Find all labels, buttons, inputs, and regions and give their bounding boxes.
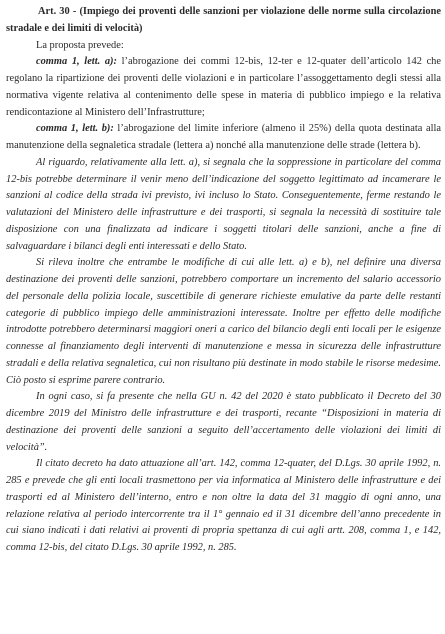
item-label: comma 1, lett. a): [36, 56, 117, 68]
commentary-paragraph: Al riguardo, relativamente alla lett. a), si segnala che la soppressione in particolare del comma 12-bis potrebbe determinare il venir meno dell’indicazione del soggetto legittimato ad incamerare le sanzioni al codice della strada ivi previsto, ivi incluso lo Stato. Conseguentemente, ferme restando le valutazioni del Ministero delle infrastrutture e dei trasporti, si segnala la necessità di sostituire tale disposizione con una finalizzata ad indicare i soggetti titolari delle sanzioni, anche a fine di salvaguardare i bilanci degli enti interessati e dello Stato. [6, 156, 441, 252]
article-heading: Art. 30 - (Impiego dei proventi delle sanzioni per violazione delle norme sulla circolazione stradale e dei limiti di velocità) [6, 6, 441, 34]
intro-line: La proposta prevede: [36, 39, 124, 51]
item-text: l’abrogazione del limite inferiore (almeno il 25%) della quota destinata alla manutenzione della segnaletica stradale (lettera a) nonché alla manutenzione delle strade (lettera b). [6, 123, 441, 151]
commentary-paragraph: Il citato decreto ha dato attuazione all’art. 142, comma 12-quater, del D.Lgs. 30 aprile 1992, n. 285 e prevede che gli enti locali trasmettono per via informatica al Ministero delle infrastrutture e dei trasporti ed al Ministero dell’interno, entro e non oltre la data del 31 maggio di ogni anno, una relazione relativa al periodo intercorrente tra il 1° gennaio ed il 31 dicembre dell’anno precedente in cui siano indicati i dati relativi ai proventi di propria spettanza di cui agli artt. 208, comma 1, e 142, comma 12-bis, del citato D.Lgs. 30 aprile 1992, n. 285. [6, 458, 441, 553]
commentary-paragraph: In ogni caso, si fa presente che nella GU n. 42 del 2020 è stato pubblicato il Decreto del 30 dicembre 2019 del Ministro delle infrastrutture e dei trasporti, recante “Disposizioni in materia di destinazione dei proventi delle sanzioni a seguito dell’accertamento delle violazioni dei limiti di velocità”. [6, 391, 441, 453]
item-text: l’abrogazione dei commi 12-bis, 12-ter e 12-quater dell’articolo 142 che regolano la ripartizione dei proventi delle violazioni e in particolare l’assoggettamento degli stessi alla normativa vigente relativa al contenimento delle spese in materia di pubblico impiego e la relativa rendicontazione al Ministero dell’Infrastrutture; [6, 56, 441, 118]
item-comma-1-a [6, 54, 441, 121]
item-label: comma 1, lett. b): [36, 123, 114, 135]
commentary-paragraph: Si rileva inoltre che entrambe le modifiche di cui alle lett. a) e b), nel definire una diversa destinazione dei proventi delle sanzioni, potrebbero comportare un incremento del salario accessorio del personale della polizia locale, suscettibile di generare richieste emulative da parte delle restanti categorie di pubblico impiego delle amministrazioni interessate. Inoltre per effetto delle modifiche introdotte potrebbero determinarsi maggiori oneri a carico del bilancio degli enti locali per le esigenze connesse al finanziamento degli interventi di manutenzione e messa in sicurezza delle infrastrutture stradali e della relativa segnaletica, cui non risultano più destinate in modo stabile le risorse medesime. Ciò posto si esprime parere contrario. [6, 257, 441, 386]
item-comma-1-b [6, 121, 441, 155]
